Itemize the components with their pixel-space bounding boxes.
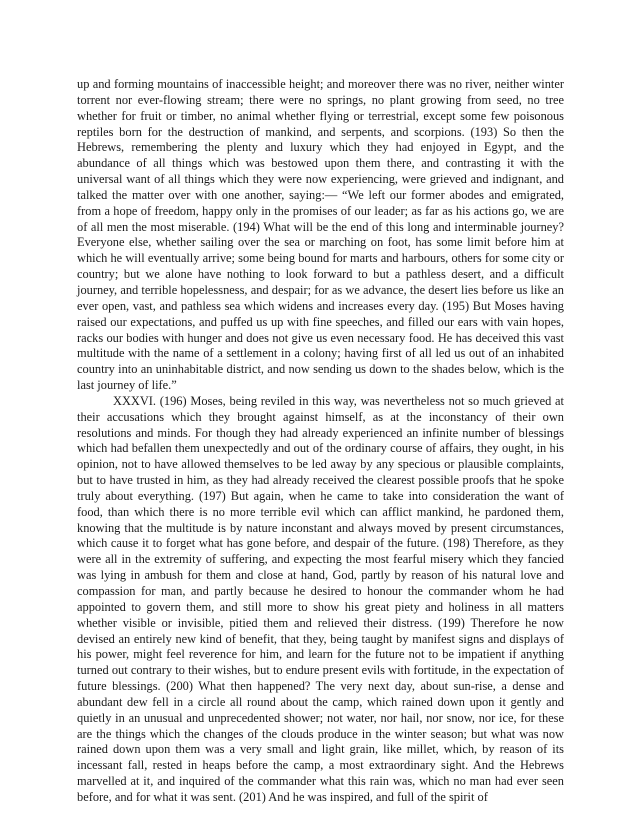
document-page xyxy=(77,77,564,806)
paragraph-continuation: up and forming mountains of inaccessible height; and moreover there was no river, neither winter torrent nor ever-flowing stream; there were no springs, no plant growing from seed, no tree whether for fruit or timber, no animal whether flying or terrestrial, except some few poisonous reptiles born for the destruction of mankind, and serpents, and scorpions. (193) So then the Hebrews, remembering the plenty and luxury which they had enjoyed in Egypt, and the abundance of all things which was bestowed upon them there, and contrasting it with the universal want of all things which they were now experiencing, were grieved and indignant, and talked the matter over with one another, saying:— “We left our former abodes and emigrated, from a hope of freedom, happy only in the promises of our leader; as far as his actions go, we are of all men the most miserable. (194) What will be the end of this long and interminable journey? Everyone else, whether sailing over the sea or marching on foot, has some limit before him at which he will eventually arrive; some being bound for marts and harbours, others for some city or country; but we alone have nothing to look forward to but a pathless desert, and a difficult journey, and terrible hopelessness, and despair; for as we advance, the desert lies before us like an ever open, vast, and pathless sea which widens and increases every day. (195) But Moses having raised our expectations, and puffed us up with fine speeches, and filled our ears with vain hopes, racks our bodies with hunger and does not give us even necessary food. He has deceived this vast multitude with the name of a settlement in a colony; having first of all led us out of an inhabited country into an uninhabitable district, and now sending us down to the shades below, which is the last journey of life.” xyxy=(77,77,564,393)
paragraph-section-xxxvi: XXXVI. (196) Moses, being reviled in this way, was nevertheless not so much grieved at their accusations which they brought against himself, as at the inconstancy of their own resolutions and minds. For though they had already experienced an infinite number of blessings which had befallen them unexpectedly and out of the ordinary course of affairs, they ought, in his opinion, not to have allowed themselves to be led away by any specious or plausible complaints, but to have trusted in him, as they had already received the clearest possible proofs that he spoke truly about everything. (197) But again, when he came to take into consideration the want of food, than which there is no more terrible evil which can afflict mankind, he pardoned them, knowing that the multitude is by nature inconstant and always moved by present circumstances, which cause it to forget what has gone before, and despair of the future. (198) Therefore, as they were all in the extremity of suffering, and expecting the most fearful misery which they fancied was lying in ambush for them and close at hand, God, partly by reason of his natural love and compassion for man, and partly because he desired to honour the commander whom he had appointed to govern them, and still more to show his great piety and holiness in all matters whether visible or invisible, pitied them and relieved their distress. (199) Therefore he now devised an entirely new kind of benefit, that they, being taught by manifest signs and displays of his power, might feel reverence for him, and learn for the future not to be impatient if anything turned out contrary to their wishes, but to endure present evils with fortitude, in the expectation of future blessings. (200) What then happened? The very next day, about sun-rise, a dense and abundant dew fell in a circle all round about the camp, which rained down upon it gently and quietly in an unusual and unprecedented shower; not water, nor hail, nor snow, nor ice, for these are the things which the changes of the clouds produce in the winter season; but what was now rained down upon them was a very small and light grain, like millet, which, by reason of its incessant fall, rested in heaps before the camp, a most extraordinary sight. And the Hebrews marvelled at it, and inquired of the commander what this rain was, which no man had ever seen before, and for what it was sent. (201) And he was inspired, and full of the spirit of xyxy=(77,393,564,804)
